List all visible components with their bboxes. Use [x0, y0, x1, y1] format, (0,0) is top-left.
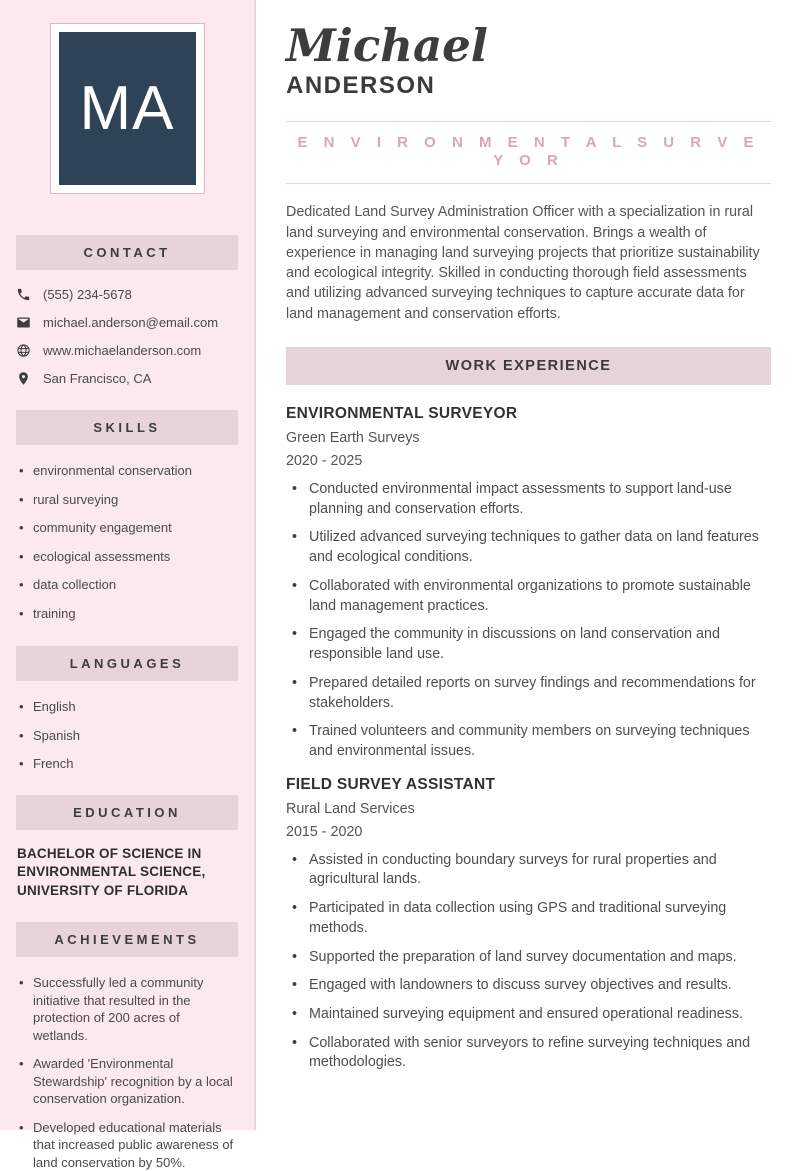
- phone-icon: [16, 287, 31, 302]
- job-entry: [286, 405, 771, 762]
- job-company: Rural Land Services: [286, 800, 415, 817]
- contact-list: [0, 270, 254, 386]
- job-bullet: • Prepared detailed reports on survey findings and recommendations for stakeholders.: [292, 674, 771, 713]
- main-content: [258, 0, 800, 1130]
- skill-item: • data collection: [18, 576, 238, 594]
- sidebar: [0, 0, 256, 1170]
- last-name: ANDERSON: [286, 72, 436, 100]
- education-section-title: EDUCATION: [16, 795, 238, 830]
- skills-list: [0, 462, 254, 622]
- job-entry: [286, 776, 771, 1073]
- job-bullet: • Conducted environmental impact assessments to support land-use planning and conservation efforts.: [292, 480, 771, 519]
- job-company: Green Earth Surveys: [286, 430, 420, 447]
- job-bullet: • Engaged with landowners to discuss survey objectives and results.: [292, 976, 771, 996]
- contact-section: [0, 235, 254, 386]
- language-item: • English: [18, 698, 238, 716]
- language-item: • French: [18, 755, 238, 773]
- job-bullet: • Collaborated with senior surveyors to refine surveying techniques and methodologies.: [292, 1034, 771, 1073]
- contact-phone: (555) 234-5678: [43, 287, 132, 302]
- languages-section-title: LANGUAGES: [16, 646, 238, 681]
- role-title: E N V I R O N M E N T A L S U R V E Y O R: [297, 134, 760, 170]
- achievement-item: • Developed educational materials that increased public awareness of land conservation by 50%.: [18, 1119, 238, 1171]
- languages-list: [0, 698, 254, 773]
- job-bullet: • Maintained surveying equipment and ensured operational readiness.: [292, 1005, 771, 1025]
- achievements-section-title: ACHIEVEMENTS: [16, 922, 238, 957]
- contact-row-location: [16, 371, 238, 386]
- job-dates: 2020 - 2025: [286, 453, 363, 470]
- skill-item: • environmental conservation: [18, 462, 238, 480]
- avatar: [59, 32, 196, 185]
- skill-item: • ecological assessments: [18, 548, 238, 566]
- job-bullet: • Engaged the community in discussions on land conservation and responsible land use.: [292, 625, 771, 664]
- job-title: ENVIRONMENTAL SURVEYOR: [286, 405, 518, 423]
- job-bullet: • Supported the preparation of land survey documentation and maps.: [292, 948, 771, 968]
- job-title: FIELD SURVEY ASSISTANT: [286, 775, 496, 793]
- monogram: MA: [79, 74, 175, 143]
- contact-section-title: CONTACT: [16, 235, 238, 270]
- location-icon: [16, 371, 31, 386]
- globe-icon: [16, 343, 31, 358]
- skills-section: [0, 410, 254, 622]
- achievements-list: [0, 974, 254, 1171]
- job-dates: 2015 - 2020: [286, 823, 363, 840]
- job-bullet: • Assisted in conducting boundary surveys for rural properties and agricultural lands.: [292, 851, 771, 890]
- contact-row-email: [16, 315, 238, 330]
- languages-section: [0, 646, 254, 773]
- skills-section-title: SKILLS: [16, 410, 238, 445]
- job-bullet-list: [286, 851, 771, 1073]
- achievement-item: • Awarded 'Environmental Stewardship' recognition by a local conservation organization.: [18, 1055, 238, 1108]
- work-experience-header: WORK EXPERIENCE: [286, 347, 771, 385]
- achievement-item: • Successfully led a community initiative that resulted in the protection of 200 acres of wetlands.: [18, 974, 238, 1044]
- contact-location: San Francisco, CA: [43, 371, 152, 386]
- first-name: Michael: [286, 19, 488, 72]
- achievements-section: [0, 922, 254, 1171]
- contact-email[interactable]: michael.anderson@email.com: [43, 315, 219, 330]
- education-degree: BACHELOR OF SCIENCE IN ENVIRONMENTAL SCIENCE, UNIVERSITY OF FLORIDA: [17, 845, 206, 898]
- contact-website[interactable]: www.michaelanderson.com: [43, 343, 202, 358]
- role-banner: [286, 121, 771, 184]
- avatar-frame: [50, 23, 205, 194]
- job-bullet: • Collaborated with environmental organizations to promote sustainable land management practices.: [292, 577, 771, 616]
- job-bullet: • Participated in data collection using GPS and traditional surveying methods.: [292, 899, 771, 938]
- summary-paragraph: Dedicated Land Survey Administration Officer with a specialization in rural land surveying and environmental conservation. Brings a wealth of experience in managing land surveying projects that prioritize sustainability and ecological integrity. Skilled in conducting thorough field assessments and utilizing advanced surveying techniques to capture accurate data for land management and conservation efforts.: [286, 204, 760, 322]
- skill-item: • community engagement: [18, 519, 238, 537]
- education-section: [0, 795, 254, 900]
- skill-item: • rural surveying: [18, 491, 238, 509]
- job-bullet-list: [286, 480, 771, 762]
- job-bullet: • Utilized advanced surveying techniques to gather data on land features and ecological conditions.: [292, 528, 771, 567]
- contact-row-phone: [16, 287, 238, 302]
- language-item: • Spanish: [18, 727, 238, 745]
- envelope-icon: [16, 315, 31, 330]
- skill-item: • training: [18, 605, 238, 623]
- contact-row-website: [16, 343, 238, 358]
- job-bullet: • Trained volunteers and community members on surveying techniques and environmental issues.: [292, 722, 771, 761]
